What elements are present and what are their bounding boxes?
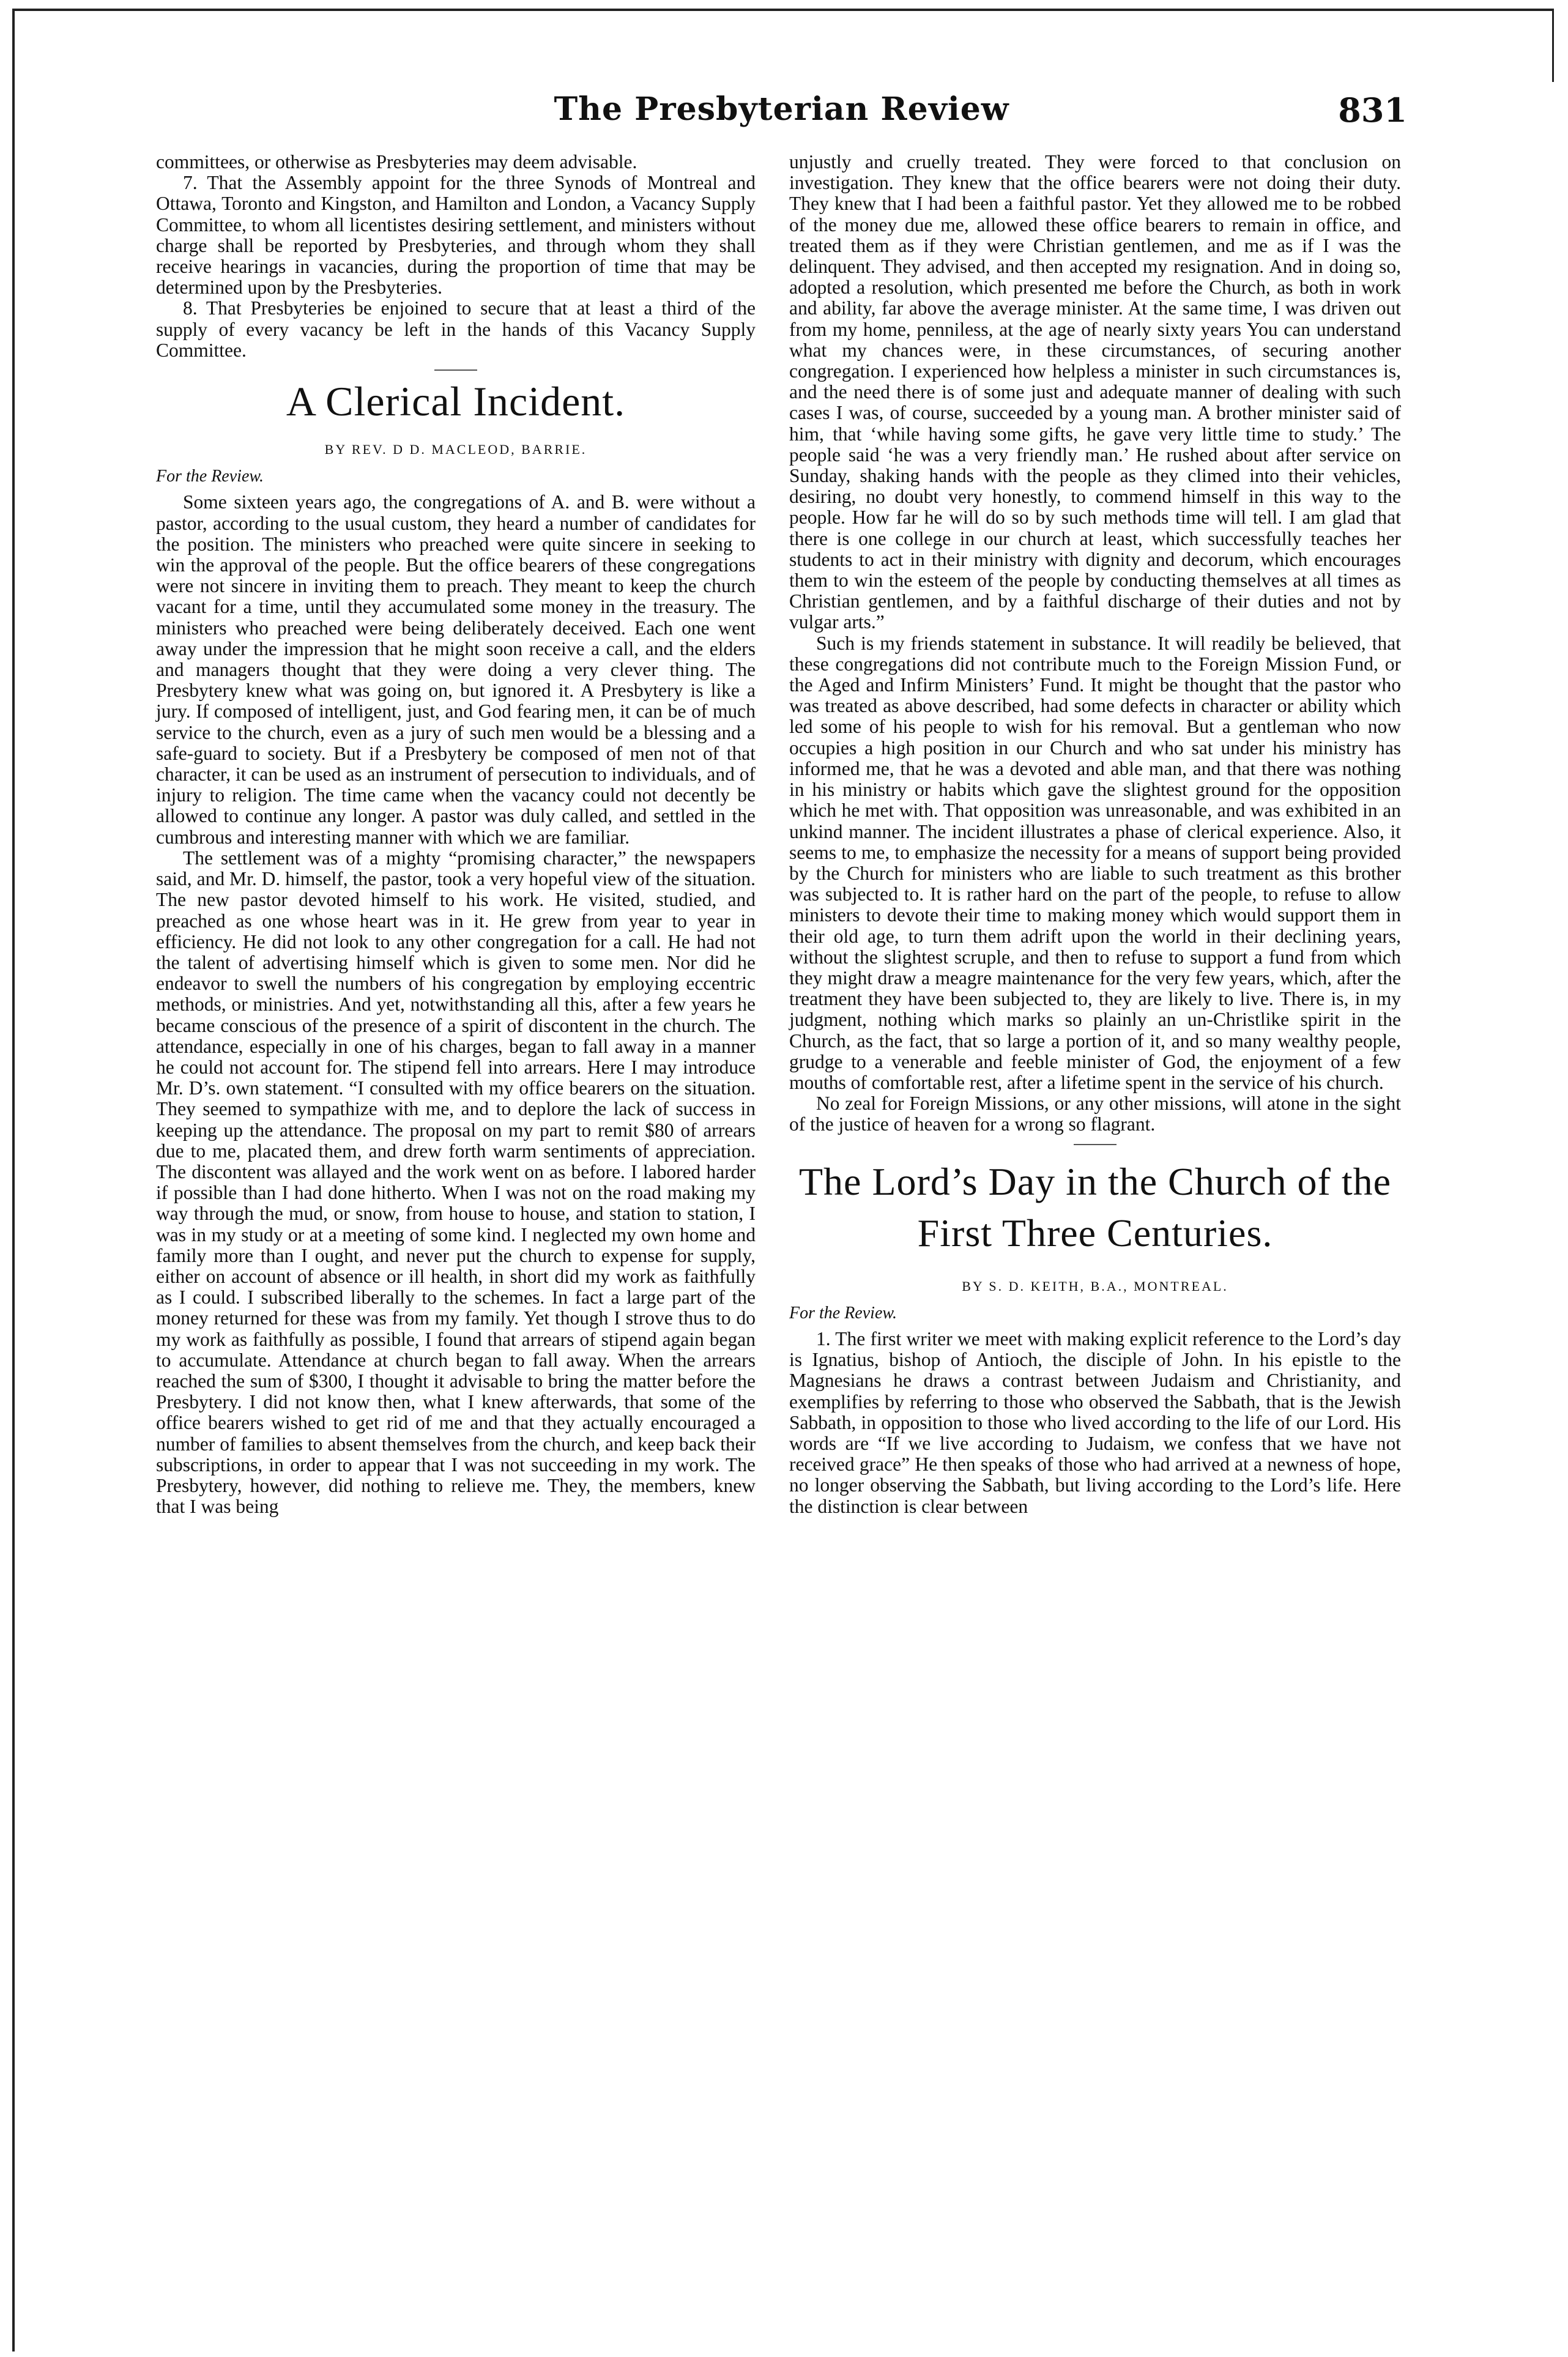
for-review-note: For the Review.	[789, 1303, 897, 1323]
paragraph: Such is my friends statement in substance. It will readily be believed, that these congregations did not contribute much to the Foreign Mission Fund, or the Aged and Infirm Ministers’ Fund. It might be thought that the pastor who was treated as above described, had some defects in character or ability which led some of his people to wish for his removal. But a gentleman who now occupies a high position in our Church and who sat under his ministry has informed me, that he was a devoted and able man, and that there was nothing in his ministry or habits which gave the slightest ground for the opposition which he met with. That opposition was unreasonable, and was exhibited in an unkind manner. The incident illustrates a phase of clerical experience. Also, it seems to me, to emphasize the necessity for a means of support being provided by the Church for ministers who are liable to such treatment as this brother was subjected to. It is rather hard on the part of the people, to refuse to allow ministers to devote their time to making money which would support them in their old age, to turn them adrift upon the world in their declining years, without the slightest scruple, and then to refuse to support a fund from which they might draw a meagre maintenance for the very few years, which, after the treatment they have been subjected to, they are likely to live. There is, in my judgment, nothing which marks so plainly an un-Christlike spirit in the Church, as the fact, that so large a portion of it, and so many wealthy people, grudge to a venerable and feeble minister of God, the enjoyment of a few mouths of comfortable rest, after a lifetime spent in the service of his church.	[789, 632, 1401, 1093]
article-title: A Clerical Incident.	[286, 378, 626, 425]
article-byline: BY REV. D D. MACLEOD, BARRIE.	[324, 442, 587, 458]
section-divider	[1074, 1144, 1117, 1145]
paragraph: 1. The first writer we meet with making explicit reference to the Lord’s day is Ignatius, bishop of Antioch, the disciple of John. In his epistle to the Magnesians he draws a contrast between Judaism and Christianity, and exemplifies by referring to those who observed the Sabbath, that is the Jewish Sabbath, in opposition to those who lived according to the life of our Lord. His words are “If we live according to Judaism, we confess that we have not received grace” He then speaks of those who had arrived at a newness of hope, no longer observing the Sabbath, but living according to the Lord’s life. Here the distinction is clear between	[789, 1327, 1401, 1517]
paragraph: committees, or otherwise as Presbyteries may deem advisable.	[156, 151, 637, 173]
section-divider	[434, 369, 477, 371]
paragraph: Some sixteen years ago, the congregations of A. and B. were without a pastor, according to the usual custom, they heard a number of candidates for the position. The ministers who preached were quite sincere in seeking to win the approval of the people. But the office bearers of these congregations were not sincere in inviting them to preach. They meant to keep the church vacant for a time, until they accumulated some money in the treasury. The ministers who preached were being deliberately deceived. Each one went away under the impression that he might soon receive a call, and the elders and managers thought that they were doing a very clever thing. The Presbytery knew what was going on, but ignored it. A Presbytery is like a jury. If composed of intelligent, just, and God fearing men, it can be of much service to the church, even as a jury of such men would be a blessing and a safe-guard to society. But if a Presbytery be composed of men not of that character, it can be used as an instrument of persecution to individuals, and of injury to religion. The time came when the vacancy could not decently be allowed to continue any longer. A pastor was duly called, and settled in the cumbrous and interesting manner with which we are familiar.	[156, 491, 756, 848]
right-column	[789, 152, 1401, 1517]
article-byline: BY S. D. KEITH, B.A., MONTREAL.	[962, 1278, 1228, 1294]
article-title: The Lord’s Day in the Church of the First Three Centuries.	[798, 1159, 1392, 1255]
paragraph: The settlement was of a mighty “promising character,” the newspapers said, and Mr. D. himself, the pastor, took a very hopeful view of the situation. The new pastor devoted himself to his work. He visited, studied, and preached as one whose heart was in it. He grew from year to year in efficiency. He did not look to any other congregation for a call. He had not the talent of advertising himself which is given to some men. Nor did he endeavor to swell the numbers of his congregation by employing eccentric methods, or ministries. And yet, notwithstanding all this, after a few years he became conscious of the presence of a spirit of discontent in the church. The attendance, especially in one of his charges, began to fall away in a manner he could not account for. The stipend fell into arrears. Here I may introduce Mr. D’s. own statement. “I consulted with my office bearers on the situation. They seemed to sympathize with me, and to deplore the lack of success in keeping up the attendance. The proposal on my part to remit $80 of arrears due to me, placated them, and drew forth warm sentiments of appreciation. The discontent was allayed and the work went on as before. I labored harder if possible than I had done hitherto. When I was not on the road making my way through the mud, or snow, from house to house, and station to station, I was in my study or at a meeting of some kind. I neglected my own home and family more than I ought, and never put the church to expense for supply, either on account of absence or ill health, in short did my work as faithfully as I could. I subscribed liberally to the schemes. In fact a large part of the money returned for these was from my family. Yet though I strove thus to do my work as faithfully as possible, I found that arrears of stipend again began to accumulate. Attendance at church began to fall away. When the arrears reached the sum of $300, I thought it advisable to bring the matter before the Presbytery. I did not know then, what I knew afterwards, that some of the office bearers wished to get rid of me and that they actually encouraged a number of families to absent themselves from the church, and keep back their subscriptions, in order to appear that I was not succeeding in my work. The Presbytery, however, did nothing to relieve me. They, the members, knew that I was being	[156, 847, 756, 1518]
page-header	[156, 91, 1407, 139]
paragraph: unjustly and cruelly treated. They were forced to that conclusion on investigation. They knew that the office bearers were not doing their duty. They knew that I had been a faithful pastor. Yet they allowed me to be robbed of the money due me, allowed these office bearers to remain in office, and treated them as if they were Christian gentlemen, and me as if I was the delinquent. They advised, and then accepted my resignation. And in doing so, adopted a resolution, which presented me before the Church, as both in work and ability, far above the average minister. At the same time, I was driven out from my home, penniless, at the age of nearly sixty years You can understand what my chances were, in these circumstances, of securing another congregation. I experienced how helpless a minister in such circumstances is, and the need there is of some just and adequate manner of dealing with such cases I was, of course, succeeded by a young man. A brother minister said of him, that ‘while having some gifts, he gave very little time to study.’ The people said ‘he was a very friendly man.’ He rushed about after service on Sunday, shaking hands with the people as they climed into their vehicles, desiring, no doubt very honestly, to commend himself in this way to the people. How far he will do so by such methods time will tell. I am glad that there is one college in our church at least, which successfully teaches her students to act in their ministry with dignity and decorum, which encourages them to win the esteem of the people by conducting themselves at all times as Christian gentlemen, and by a faithful discharge of their duties and not by vulgar arts.”	[789, 151, 1401, 633]
left-column	[156, 152, 756, 1517]
page-number: 831	[1338, 91, 1407, 130]
paragraph: 8. That Presbyteries be enjoined to secure that at least a third of the supply of every vacancy be left in the hands of this Vacancy Supply Committee.	[156, 297, 756, 361]
page-border-top	[12, 9, 1554, 11]
running-title: The Presbyterian Review	[554, 91, 1009, 128]
page-border-left	[12, 9, 15, 2351]
for-review-note: For the Review.	[156, 467, 264, 486]
page-border-right	[1552, 9, 1554, 82]
paragraph: 7. That the Assembly appoint for the three Synods of Montreal and Ottawa, Toronto and Kingston, and Hamilton and London, a Vacancy Supply Committee, to whom all licentistes desiring settlement, and ministers without charge shall be reported by Presbyteries, and through whom they shall receive hearings in vacancies, during the proportion of time that may be determined upon by the Presbyteries.	[156, 172, 756, 299]
paragraph: No zeal for Foreign Missions, or any other missions, will atone in the sight of the justice of heaven for a wrong so flagrant.	[789, 1093, 1401, 1135]
